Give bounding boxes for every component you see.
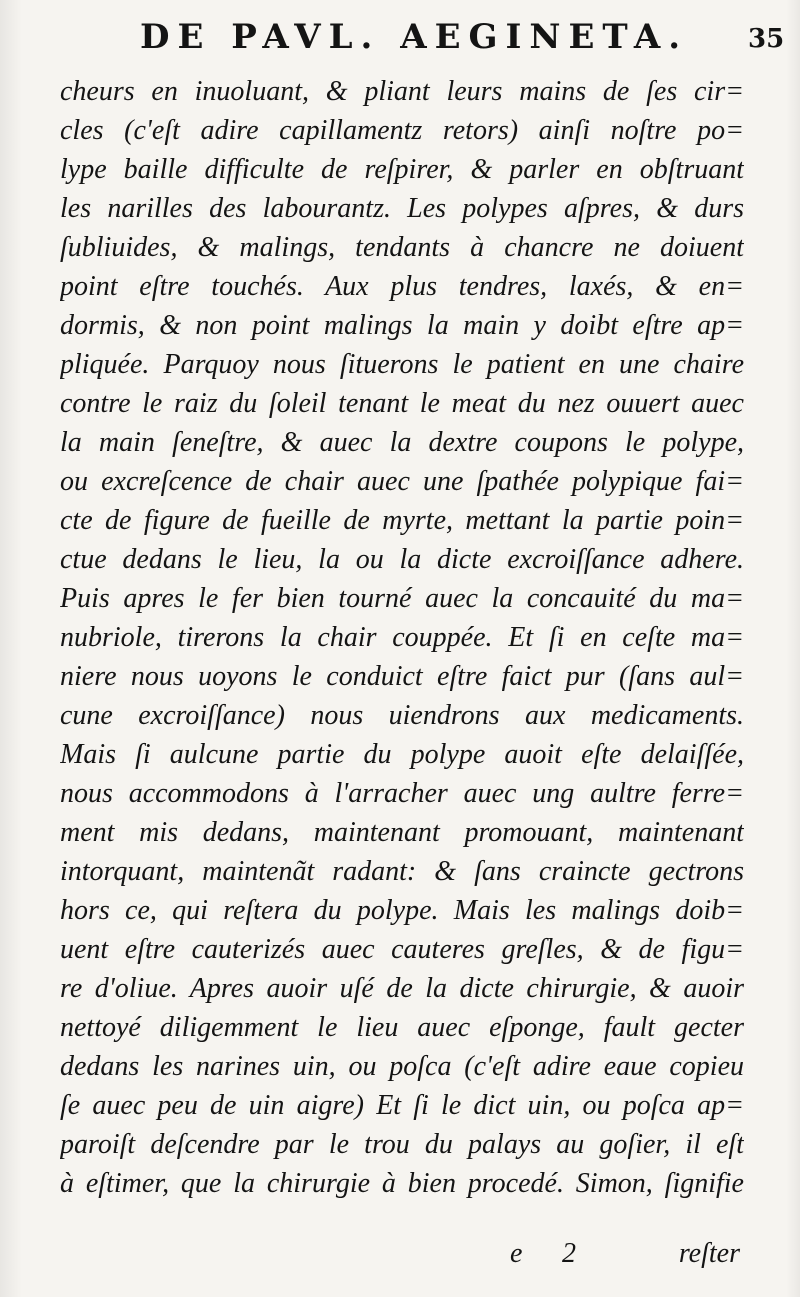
signature-number: 2 bbox=[562, 1238, 576, 1269]
text-line: nubriole, tirerons la chair couppée. Et ſi en ceſte ma= bbox=[60, 622, 744, 653]
page-footer bbox=[510, 1238, 740, 1274]
text-line: cles (c'eſt adire capillamentz retors) ainſi noſtre po= bbox=[60, 115, 744, 146]
signature-mark: e bbox=[510, 1238, 523, 1269]
text-line: intorquant, maintenãt radant: & ſans craincte gectrons bbox=[60, 856, 744, 887]
text-line: re d'oliue. Apres auoir uſé de la dicte chirurgie, & auoir bbox=[60, 973, 744, 1004]
body-text bbox=[60, 72, 744, 1203]
text-line: ſe auec peu de uin aigre) Et ſi le dict uin, ou poſca ap= bbox=[60, 1090, 744, 1121]
page-number: 35 bbox=[748, 24, 785, 54]
text-line: ctue dedans le lieu, la ou la dicte excroiſſance adhere. bbox=[60, 544, 744, 575]
text-line: contre le raiz du ſoleil tenant le meat du nez ouuert auec bbox=[60, 388, 744, 419]
text-line: uent eſtre cauterizés auec cauteres greſles, & de figu= bbox=[60, 934, 744, 965]
text-line: cune excroiſſance) nous uiendrons aux medicaments. bbox=[60, 700, 744, 731]
text-line: nous accommodons à l'arracher auec ung aultre ferre= bbox=[60, 778, 744, 809]
catchword: reſter bbox=[678, 1238, 740, 1269]
text-line: nettoyé diligemment le lieu auec eſponge, fault gecter bbox=[60, 1012, 744, 1043]
text-line: ſubliuides, & malings, tendants à chancre ne doiuent bbox=[60, 232, 744, 263]
text-line: niere nous uoyons le conduict eſtre faict pur (ſans aul= bbox=[60, 661, 744, 692]
text-line: ou excreſcence de chair auec une ſpathée polypique fai= bbox=[60, 466, 744, 497]
text-line: à eſtimer, que la chirurgie à bien procedé. Simon, ſignifie bbox=[60, 1168, 744, 1199]
text-line: paroiſt deſcendre par le trou du palays au goſier, il eſt bbox=[60, 1129, 744, 1160]
text-line: cte de figure de fueille de myrte, mettant la partie poin= bbox=[60, 505, 744, 536]
text-line: cheurs en inuoluant, & pliant leurs mains de ſes cir= bbox=[60, 76, 744, 107]
text-line: lype baille difficulte de reſpirer, & parler en obſtruant bbox=[60, 154, 744, 185]
running-title: DE PAVL. AEGINETA. bbox=[140, 17, 689, 57]
text-line: hors ce, qui reſtera du polype. Mais les malings doib= bbox=[60, 895, 744, 926]
text-line: Mais ſi aulcune partie du polype auoit eſte delaiſſée, bbox=[60, 739, 744, 770]
text-line: dedans les narines uin, ou poſca (c'eſt adire eaue copieu bbox=[60, 1051, 744, 1082]
text-line: ment mis dedans, maintenant promouant, maintenant bbox=[60, 817, 744, 848]
text-line: la main ſeneſtre, & auec la dextre coupons le polype, bbox=[60, 427, 744, 458]
text-line: dormis, & non point malings la main y doibt eſtre ap= bbox=[60, 310, 744, 341]
text-line: les narilles des labourantz. Les polypes aſpres, & durs bbox=[60, 193, 744, 224]
text-line: Puis apres le fer bien tourné auec la concauité du ma= bbox=[60, 583, 744, 614]
text-line: point eſtre touchés. Aux plus tendres, laxés, & en= bbox=[60, 271, 744, 302]
text-line: pliquée. Parquoy nous ſituerons le patient en une chaire bbox=[60, 349, 744, 380]
